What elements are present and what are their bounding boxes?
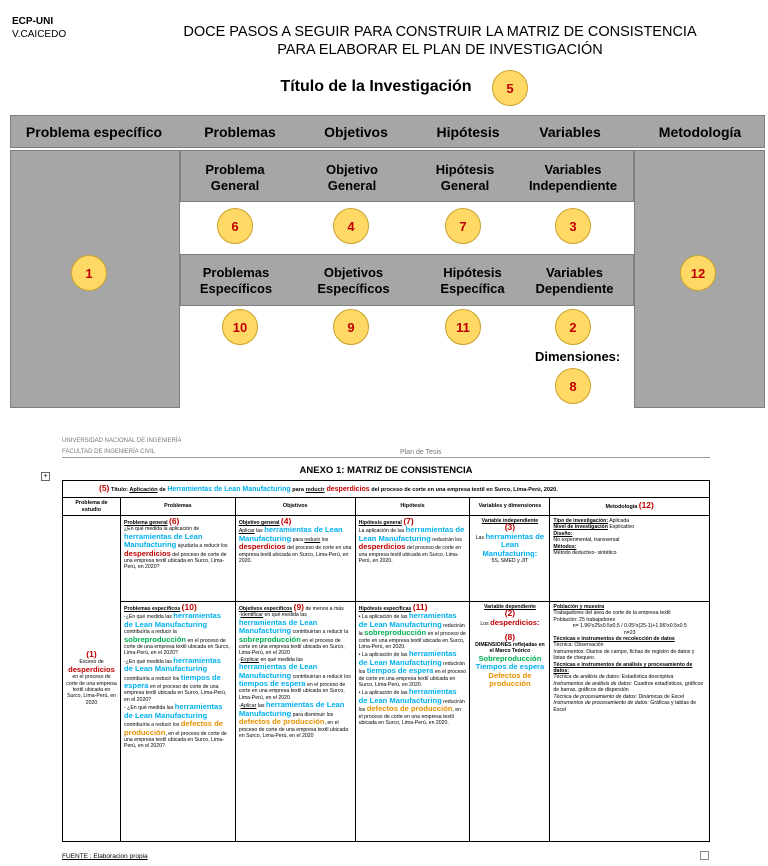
- th-hipotesis: Hipótesis: [355, 498, 470, 516]
- step-5-badge: 5: [492, 70, 528, 106]
- step-7-badge: 7: [445, 208, 481, 244]
- doc-faculty: FACULTAD DE INGENIERÍA CIVIL: [62, 449, 156, 455]
- doc-title-row: (5) Título: Aplicación de Herramientas de Lean Manufacturing para reducir desperdicios del proceso de corte en una empresa textil en Surco, Lima-Perú, 2020.: [62, 480, 710, 497]
- expand-handle[interactable]: +: [41, 472, 50, 481]
- resize-handle[interactable]: [700, 851, 709, 860]
- doc-university: UNIVERSIDAD NACIONAL DE INGENIERÍA: [62, 438, 182, 444]
- cell-variable-dependiente: Variable dependiente (2) Los desperdicios: (8) DIMENSIONES reflejadas en el Marco Teórico Sobreproducción Tiempos de espera Defectos de producción: [470, 602, 550, 842]
- research-title-label: Título de la Investigación: [280, 78, 472, 95]
- objetivo-general-label: Objetivo General: [325, 162, 378, 193]
- cell-hipotesis-especificas: Hipótesis específicas (11) • La aplicación de las herramientas de Lean Manufacturing reducirán la sobreproducción en el proceso de corte en una empresa textil ubicada en Surco, Lima-Perú, en 2020. • La aplicación de las herramientas de Lean Manufacturing reducirán los tiempos de espera en el proceso de corte en una empresa textil ubicada en Surco, Lima-Perú, en 2020. • La aplicación de las herramientas de Lean Manufacturing reducirán los defectos de producción, en el proceso de corte en una empresa textil ubicada en Surco, Lima-Perú, en 2020.: [355, 602, 470, 842]
- step-10-badge: 10: [222, 309, 258, 345]
- step-4-badge: 4: [333, 208, 369, 244]
- hipotesis-especifica-label: Hipótesis Específica: [440, 265, 505, 296]
- col-metodologia: Metodología: [658, 124, 742, 140]
- step-11-badge: 11: [445, 309, 481, 345]
- doc-plan: Plan de Tesis: [400, 449, 442, 456]
- doc-footer-source: FUENTE : Elaboracion propia: [62, 853, 148, 860]
- diagram-title-line1: DOCE PASOS A SEGUIR PARA CONSTRUIR LA MATRIZ DE CONSISTENCIA: [183, 24, 697, 40]
- author-label: V.CAICEDO: [12, 29, 67, 40]
- problemas-especificos-label: Problemas Específicos: [199, 265, 273, 296]
- step-3-badge: 3: [555, 208, 591, 244]
- cell-metodologia-tipo: Tipo de investigación: Aplicada Nivel de investigación Explicativo Diseño: No experimental, transversal Métodos: Método deductivo- sintético: [550, 516, 710, 602]
- doc-header-rule: [62, 457, 710, 458]
- th-variables: Variables y dimensiones: [470, 498, 550, 516]
- dimensiones-label: Dimensiones:: [535, 349, 621, 364]
- diagram-title-line2: PARA ELABORAR EL PLAN DE INVESTIGACIÓN: [277, 42, 603, 58]
- cell-objetivo-general: Objetivo general (4) Aplicar las herramientas de Lean Manufacturing para reducir los desperdicios del proceso de corte en una empresa textil ubicada en Surco, Lima-Perú, en 2020.: [235, 516, 355, 602]
- col-hipotesis: Hipótesis: [436, 124, 500, 140]
- th-metodologia: Metodología (12): [550, 498, 710, 516]
- col-objetivos: Objetivos: [324, 124, 388, 140]
- step-1-badge: 1: [71, 255, 107, 291]
- step-8-badge: 8: [555, 368, 591, 404]
- consistency-matrix-table: [62, 497, 710, 842]
- hipotesis-general-label: Hipótesis General: [435, 162, 495, 193]
- col-variables: Variables: [539, 124, 601, 140]
- th-problema-estudio: Problema de estudio: [63, 498, 121, 516]
- th-objetivos: Objetivos: [235, 498, 355, 516]
- variables-independiente-label: Variables Independiente: [528, 162, 618, 193]
- cell-hipotesis-general: Hipótesis general (7) La aplicación de las herramientas de Lean Manufacturing reducirán los desperdicios del proceso de corte en una empresa textil ubicada en Surco, Lima-Perú, en 2020.: [355, 516, 470, 602]
- cell-problema-general: Problema general (6) ¿En qué medida la aplicación de herramientas de Lean Manufacturing ayudaría a reducir los desperdicios del proceso de corte de una empresa textil ubicada en Surco, Lima-Perú, en 2020?: [120, 516, 235, 602]
- step-9-badge: 9: [333, 309, 369, 345]
- cell-objetivos-especificos: Objetivos específicos (9) de menos a más -Identificar en qué medida las herramientas de Lean Manufacturing contribuirían a reducir la sobreproducción en el proceso de corte en una empresa textil ubicada en Surco, Lima-Perú, en el 2020 -Explicar en qué medida las herramientas de Lean Manufacturing contribuirían a reducir los tiempos de espera en el proceso de corte en una empresa textil ubicada en Surco, Lima-Perú, en el 2020. -Aplicar las herramientas de Lean Manufacturing para disminuir los defectos de producción, en el proceso de corte de una empresa textil ubicada en Surco, Lima-Perú, en el 2020: [235, 602, 355, 842]
- org-label: ECP-UNI: [12, 16, 54, 27]
- cell-problem-study: (1) Exceso de desperdicios en el proceso de corte de una empresa textil ubicada en Surco, Lima-Perú, en 2020: [63, 516, 121, 842]
- problema-general-label: Problema General: [205, 162, 265, 193]
- cell-variable-independiente: Variable independiente (3) Las herramientas de Lean Manufacturing: 5S, SMED y JIT: [470, 516, 550, 602]
- step-12-badge: 12: [680, 255, 716, 291]
- step-6-badge: 6: [217, 208, 253, 244]
- col-problemas: Problemas: [204, 124, 276, 140]
- cell-problemas-especificos: Problemas específicos (10) -¿En qué medida las herramientas de Lean Manufacturing contribuiría a reducir la sobreproducción en el proceso de corte de una empresa textil ubicada en Surco, Lima-Perú, en el 2020? -¿En qué medida las herramientas de Lean Manufacturing contribuiría a reducir los tiempos de espera en el proceso de corte de una empresa textil ubicada en Surco, Lima-Perú, en el 2020? - ¿En qué medida las herramientas de Lean Manufacturing contribuiría a reducir los defectos de producción, en el proceso de corte de una empresa textil ubicada en Surco, Lima-Perú, en el 2020?: [120, 602, 235, 842]
- cell-metodologia-tecnicas: Población y muestra Trabajadores del área de corte de la empresa textil Población: 25 trabajadores n= 1.96²x25x0.5x0.5 / 0.05²x(25-1)+1.96²x0.5x0.5 n=23 Técnicas e instrumentos de recolección de datos Técnica: Observación Instrumentos: Diarios de campo, fichas de registro de datos y listas de chequeo. Técnicas e instrumentos de análisis y procesamiento de datos: Técnica de análisis de datos: Estadística descriptiva Instrumentos de análisis de datos: Cuadros estadísticos, gráficos de barras, gráficos de dispersión Técnica de procesamiento de datos: Dinámicas de Excel Instrumentos de procesamiento de datos: Gráficas y tablas de Excel: [550, 602, 710, 842]
- th-problemas: Problemas: [120, 498, 235, 516]
- annex-title: ANEXO 1: MATRIZ DE CONSISTENCIA: [299, 465, 473, 476]
- step-2-badge: 2: [555, 309, 591, 345]
- col-problema-especifico: Problema específico: [25, 124, 163, 140]
- variables-dependiente-label: Variables Dependiente: [535, 265, 614, 296]
- objetivos-especificos-label: Objetivos Específicos: [317, 265, 390, 296]
